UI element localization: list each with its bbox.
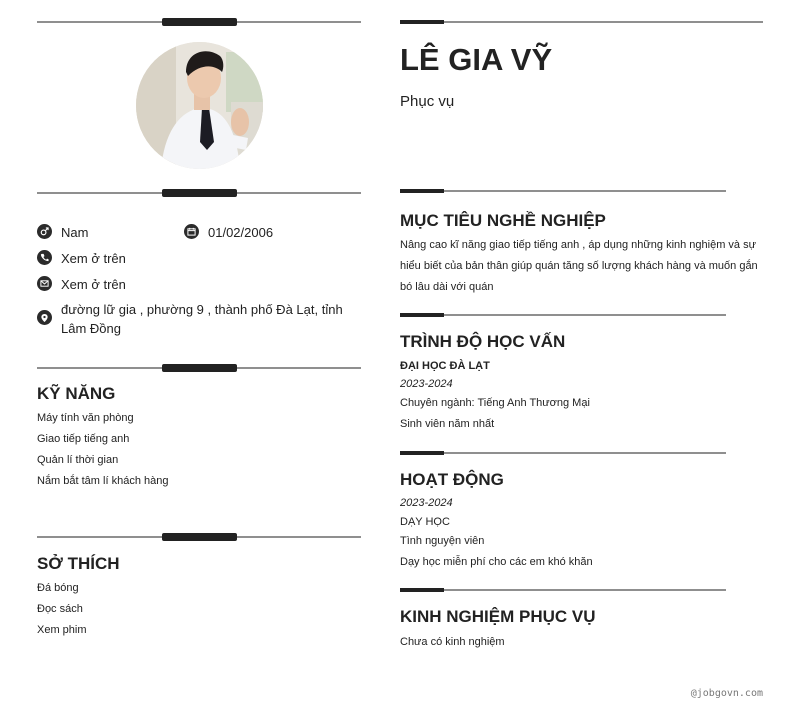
birthday-row xyxy=(184,223,273,242)
right-divider-objective xyxy=(400,189,726,194)
skills-title: KỸ NĂNG xyxy=(37,384,116,403)
phone-icon xyxy=(37,250,52,265)
address-value: đường lữ gia , phường 9 , thành phố Đà Lạt, tỉnh Lâm Đồng xyxy=(61,302,343,336)
experience-text: Chưa có kinh nghiệm xyxy=(400,636,505,648)
skill-item: Máy tính văn phòng xyxy=(37,412,134,424)
skill-item: Giao tiếp tiếng anh xyxy=(37,433,130,445)
left-divider-contact xyxy=(37,189,361,197)
skill-item: Quản lí thời gian xyxy=(37,454,119,466)
watermark: @jobgovn.com xyxy=(690,688,763,699)
candidate-name: LÊ GIA VỸ xyxy=(400,42,553,77)
email-value: Xem ở trên xyxy=(61,277,126,292)
activity-period: 2023-2024 xyxy=(400,497,453,509)
hobby-item: Đá bóng xyxy=(37,582,79,594)
left-divider-skills xyxy=(37,364,361,372)
right-divider-education xyxy=(400,313,726,318)
activities-title: HOẠT ĐỘNG xyxy=(400,470,504,489)
gender-icon xyxy=(37,224,52,239)
calendar-icon xyxy=(184,224,199,239)
activity-role: DẠY HỌC xyxy=(400,516,450,528)
education-title: TRÌNH ĐỘ HỌC VẤN xyxy=(400,332,566,351)
location-pin-icon xyxy=(37,310,52,325)
experience-title: KINH NGHIỆM PHỤC VỤ xyxy=(400,607,596,626)
left-divider-hobbies xyxy=(37,533,361,541)
hobbies-title: SỞ THÍCH xyxy=(37,554,120,573)
right-divider-top xyxy=(400,20,763,25)
objective-title: MỤC TIÊU NGHỀ NGHIỆP xyxy=(400,211,606,230)
activity-desc: Dạy học miễn phí cho các em khó khăn xyxy=(400,556,593,568)
activity-type: Tình nguyện viên xyxy=(400,535,485,547)
education-note: Sinh viên năm nhất xyxy=(400,418,495,430)
skill-item: Nắm bắt tâm lí khách hàng xyxy=(37,475,169,487)
left-divider-top xyxy=(37,18,361,26)
email-row xyxy=(37,275,126,294)
phone-value: Xem ở trên xyxy=(61,251,126,266)
right-divider-experience xyxy=(400,588,726,593)
address-row xyxy=(37,300,361,338)
hobby-item: Đọc sách xyxy=(37,603,83,615)
education-school: ĐẠI HỌC ĐÀ LẠT xyxy=(400,360,490,372)
hobby-item: Xem phim xyxy=(37,624,87,636)
job-position: Phục vụ xyxy=(400,93,455,110)
email-icon xyxy=(37,276,52,291)
education-period: 2023-2024 xyxy=(400,378,453,390)
gender-row xyxy=(37,223,88,242)
birthday-value: 01/02/2006 xyxy=(208,225,274,240)
phone-row xyxy=(37,249,126,268)
avatar-photo xyxy=(136,42,263,169)
right-divider-activities xyxy=(400,451,726,456)
avatar xyxy=(136,42,263,169)
education-major: Chuyên ngành: Tiếng Anh Thương Mại xyxy=(400,397,590,409)
gender-value: Nam xyxy=(61,225,89,240)
objective-text: Nâng cao kĩ năng giao tiếp tiếng anh , áp dụng những kinh nghiệm và sự hiểu biết của bản thân giúp quán tăng số lượng khách hàng và muốn gắn bó lâu dài với quán xyxy=(400,239,758,293)
